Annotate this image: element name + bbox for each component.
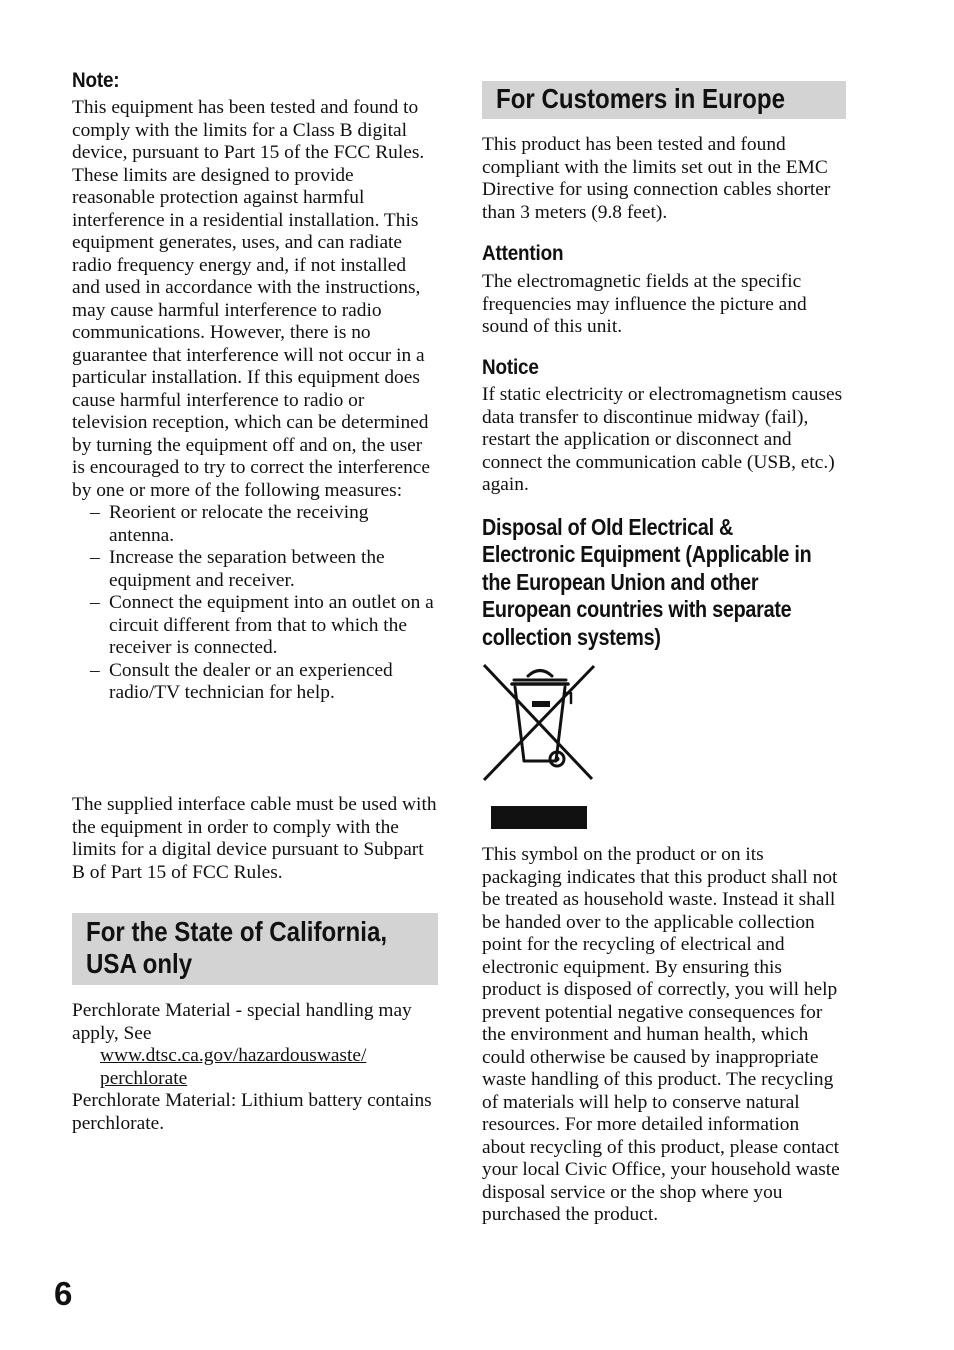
europe-text: This product has been tested and found compliant with the limits set out in the EMC Directive for using connection cables shorter than 3 meters (9.8 feet).: [482, 134, 831, 223]
europe-heading-text: For Customers in Europe: [496, 83, 786, 114]
disposal-heading-line-2: Electronic Equipment (Applicable in: [482, 541, 812, 568]
dtsc-link[interactable]: [72, 1045, 438, 1090]
disposal-text: This symbol on the product or on its packaging indicates that this product shall not be treated as household waste. Instead it shall be handed over to the applicable collection point for the recycling of electrical and electronic equipment. By ensuring this product is disposed of correctly, you will help prevent potential negative consequences for the environment and human health, which could otherwise be caused by inappropriate waste handling of this product. The recycling of materials will help to conserve natural resources. For more detailed information about recycling of this product, please contact your local Civic Office, your household waste disposal service or the shop where you purchased the product.: [482, 844, 840, 1225]
note-paragraph-2: These limits are designed to provide reasonable protection against harmful interference in a residential installation. This equipment generates, uses, and can radiate radio frequency energy and, if not installed and used in accordance with the instructions, may cause harmful interference to radio communications. However, there is no guarantee that interference will not occur in a particular installation. If this equipment does cause harmful interference to radio or television reception, which can be determined by turning the equipment off and on, the user is encouraged to try to correct the interference by one or more of the following measures:: [72, 164, 431, 501]
disposal-heading-line-5: collection systems): [482, 623, 661, 650]
crossed-out-wheeled-bin-icon: [482, 663, 598, 833]
interface-cable-paragraph: The supplied interface cable must be used with the equipment in order to comply with the limits for a digital device pursuant to Subpart B of Part 15 of FCC Rules.: [72, 794, 437, 883]
list-item: – Consult the dealer or an experienced radio/TV technician for help.: [72, 660, 438, 705]
dtsc-link-line-1[interactable]: www.dtsc.ca.gov/hazardouswaste/: [100, 1045, 367, 1066]
notice-heading: Notice: [482, 356, 539, 379]
perchlorate-text-2: Perchlorate Material: Lithium battery contains perchlorate.: [72, 1090, 432, 1134]
note-body: [72, 97, 438, 705]
dtsc-link-line-2[interactable]: perchlorate: [100, 1067, 188, 1089]
attention-heading: Attention: [482, 242, 564, 265]
california-heading: [72, 913, 438, 985]
california-heading-line-2: USA only: [86, 948, 193, 979]
note-heading: Note:: [72, 69, 120, 92]
page-number: 6: [54, 1275, 73, 1312]
list-item: – Reorient or relocate the receiving antenna.: [72, 502, 438, 547]
disposal-heading-line-3: the European Union and other: [482, 568, 759, 595]
disposal-heading: [482, 514, 852, 651]
list-item: – Connect the equipment into an outlet on a circuit different from that to which the receiver is connected.: [72, 592, 438, 660]
perchlorate-text-1: Perchlorate Material - special handling may apply, See: [72, 1000, 412, 1044]
california-body: [72, 1000, 438, 1135]
california-heading-line-1: For the State of California,: [86, 916, 388, 947]
measures-list: [72, 502, 438, 705]
disposal-heading-line-1: Disposal of Old Electrical &: [482, 514, 734, 540]
note-paragraph-1: This equipment has been tested and found to comply with the limits for a Class B digital device, pursuant to Part 15 of the FCC Rules.: [72, 97, 425, 163]
list-item: – Increase the separation between the equipment and receiver.: [72, 547, 438, 592]
notice-text: If static electricity or electromagnetism causes data transfer to discontinue midway (fail), restart the application or disconnect and connect the communication cable (USB, etc.) again.: [482, 384, 843, 495]
disposal-heading-line-4: European countries with separate: [482, 596, 792, 623]
europe-heading: [482, 81, 846, 119]
attention-text: The electromagnetic fields at the specific frequencies may influence the picture and sound of this unit.: [482, 271, 807, 337]
